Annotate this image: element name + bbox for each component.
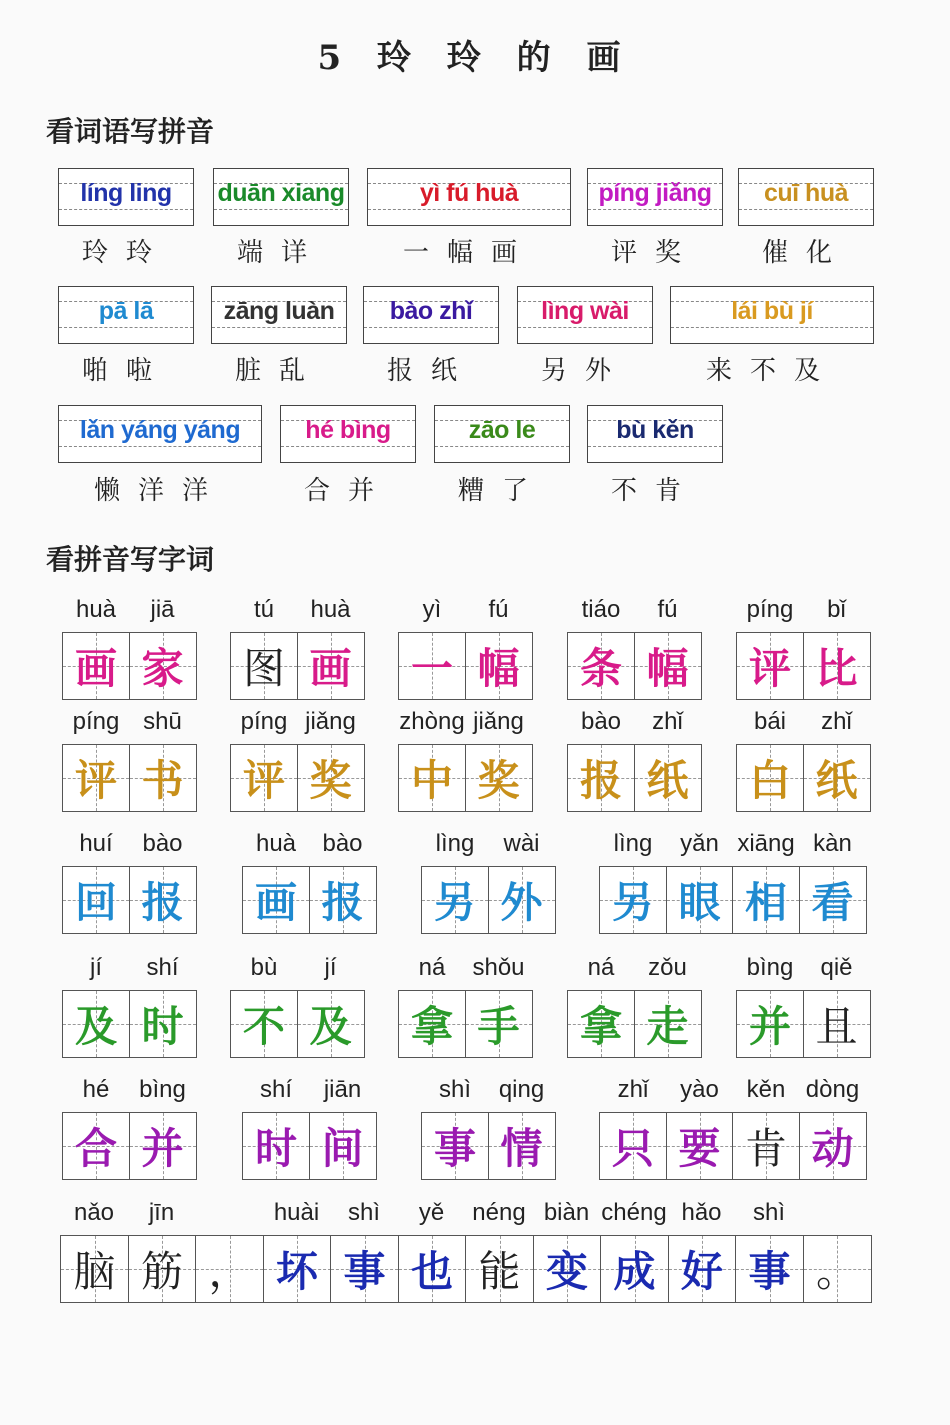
- pinyin-label: bào: [580, 708, 622, 735]
- char-grid: [398, 632, 533, 700]
- hanzi-answer: 画: [254, 878, 297, 927]
- hanzi-answer: 拿: [579, 1002, 622, 1051]
- char-grid: [230, 632, 365, 700]
- pinyin-label: shū: [143, 708, 182, 735]
- vocab-word: 另外: [540, 356, 629, 386]
- pinyin-label: píng: [746, 596, 794, 623]
- pinyin-label: hǎo: [681, 1199, 722, 1226]
- hanzi-answer: 及: [74, 1002, 117, 1051]
- hanzi-answer: 筋: [140, 1247, 183, 1296]
- pinyin-box: [517, 286, 653, 344]
- char-cell: [736, 990, 804, 1058]
- char-cell: [129, 990, 197, 1058]
- hanzi-answer: 合: [74, 1124, 117, 1173]
- char-cell: [803, 744, 871, 812]
- char-cell: [230, 744, 298, 812]
- pinyin-label: ná: [418, 954, 446, 981]
- char-cell: [465, 632, 533, 700]
- char-cell: [600, 1235, 669, 1303]
- char-cell: [732, 866, 800, 934]
- pinyin-box: [58, 286, 194, 344]
- vocab-word: 糟了: [457, 476, 546, 506]
- hanzi-answer: 奖: [477, 756, 520, 805]
- char-cell: [567, 744, 635, 812]
- hanzi-answer: 报: [141, 878, 184, 927]
- char-cell: [634, 744, 702, 812]
- hanzi-answer: 手: [477, 1002, 520, 1051]
- hanzi-answer: 评: [748, 644, 791, 693]
- pinyin-label: shì: [752, 1199, 785, 1226]
- hanzi-answer: 回: [74, 878, 117, 927]
- vocab-word: 端详: [236, 238, 325, 268]
- hanzi-answer: 走: [646, 1002, 689, 1051]
- char-cell: [533, 1235, 602, 1303]
- char-grid: [62, 866, 197, 934]
- char-cell: [398, 632, 466, 700]
- hanzi-answer: 时: [254, 1124, 297, 1173]
- pinyin-answer: líng ling: [80, 179, 172, 207]
- char-grid: [736, 744, 871, 812]
- pinyin-label: kàn: [813, 830, 852, 857]
- hanzi-answer: 事: [343, 1247, 386, 1296]
- hanzi-answer: 动: [811, 1124, 854, 1173]
- char-cell: [398, 1235, 467, 1303]
- pinyin-box: [367, 168, 571, 226]
- char-cell: [567, 990, 635, 1058]
- pinyin-label: dòng: [805, 1076, 860, 1103]
- pinyin-label: jiǎng: [305, 708, 356, 735]
- pinyin-label: jí: [324, 954, 337, 981]
- pinyin-label: huí: [79, 830, 113, 857]
- char-grid: [60, 1235, 872, 1303]
- hanzi-answer: 报: [321, 878, 364, 927]
- char-cell: [735, 1235, 804, 1303]
- char-cell: [62, 990, 130, 1058]
- vocab-word: 不肯: [610, 476, 699, 506]
- pinyin-label: píng: [72, 708, 120, 735]
- pinyin-label: yì: [422, 596, 442, 623]
- hanzi-answer: 并: [748, 1002, 791, 1051]
- hanzi-answer: 外: [500, 878, 543, 927]
- hanzi-answer: 相: [744, 878, 787, 927]
- char-cell: [488, 1112, 556, 1180]
- vocab-word: 催化: [761, 238, 850, 268]
- pinyin-label: bù: [250, 954, 278, 981]
- char-cell: [732, 1112, 800, 1180]
- hanzi-answer: 肯: [744, 1124, 787, 1173]
- char-cell: [599, 1112, 667, 1180]
- pinyin-label: zhǐ: [652, 708, 683, 735]
- char-cell: [465, 1235, 534, 1303]
- pinyin-answer: zāo le: [468, 416, 536, 444]
- pinyin-box: [587, 168, 723, 226]
- pinyin-box: [211, 286, 347, 344]
- pinyin-label: biàn: [543, 1199, 590, 1226]
- char-grid: [242, 866, 377, 934]
- hanzi-answer: 脑: [73, 1247, 116, 1296]
- char-cell: [398, 744, 466, 812]
- hanzi-answer: 。: [815, 1247, 858, 1296]
- char-cell: [799, 1112, 867, 1180]
- char-cell: [129, 1112, 197, 1180]
- hanzi-answer: 要: [678, 1124, 721, 1173]
- char-grid: [62, 632, 197, 700]
- hanzi-answer: 白: [748, 756, 791, 805]
- hanzi-answer: 及: [309, 1002, 352, 1051]
- char-grid: [421, 1112, 556, 1180]
- char-grid: [398, 744, 533, 812]
- char-grid: [62, 990, 197, 1058]
- pinyin-label: lìng: [435, 830, 475, 857]
- char-cell: [736, 632, 804, 700]
- hanzi-answer: 书: [141, 756, 184, 805]
- pinyin-box: [280, 405, 416, 463]
- char-cell: [634, 990, 702, 1058]
- hanzi-answer: 一: [410, 644, 453, 693]
- char-grid: [62, 1112, 197, 1180]
- char-cell: [666, 866, 734, 934]
- pinyin-label: nǎo: [73, 1199, 115, 1226]
- char-cell: [297, 632, 365, 700]
- char-cell: [799, 866, 867, 934]
- hanzi-answer: 只: [611, 1124, 654, 1173]
- pinyin-answer: pā lā: [98, 297, 154, 325]
- vocab-word: 懒洋洋: [93, 476, 226, 506]
- pinyin-box: [213, 168, 349, 226]
- pinyin-label: huà: [75, 596, 117, 623]
- hanzi-answer: 另: [433, 878, 476, 927]
- hanzi-answer: 事: [748, 1247, 791, 1296]
- char-grid: [421, 866, 556, 934]
- char-cell: [736, 744, 804, 812]
- pinyin-label: shì: [438, 1076, 471, 1103]
- pinyin-label: yǎn: [680, 830, 719, 857]
- pinyin-label: kěn: [746, 1076, 786, 1103]
- pinyin-answer: yì fú huà: [419, 179, 519, 207]
- char-cell: [60, 1235, 129, 1303]
- pinyin-answer: bù kěn: [616, 416, 694, 444]
- hanzi-answer: 家: [141, 644, 184, 693]
- pinyin-label: wài: [503, 830, 540, 857]
- char-cell: [398, 990, 466, 1058]
- char-grid: [398, 990, 533, 1058]
- pinyin-label: néng: [472, 1199, 526, 1226]
- char-grid: [567, 990, 702, 1058]
- char-cell: [488, 866, 556, 934]
- hanzi-answer: 也: [410, 1247, 453, 1296]
- char-cell: [129, 744, 197, 812]
- pinyin-label: xiāng: [737, 830, 795, 857]
- char-cell: [634, 632, 702, 700]
- pinyin-answer: zāng luàn: [223, 297, 335, 325]
- hanzi-answer: 中: [410, 756, 453, 805]
- char-grid: [599, 866, 867, 934]
- pinyin-label: fú: [488, 596, 509, 623]
- char-cell: [128, 1235, 197, 1303]
- char-cell: [62, 744, 130, 812]
- section1-heading: 看词语写拼音: [46, 115, 215, 148]
- hanzi-answer: 眼: [678, 878, 721, 927]
- hanzi-answer: 能: [478, 1247, 521, 1296]
- pinyin-answer: lái bù jí: [731, 297, 813, 325]
- char-cell: [195, 1235, 264, 1303]
- pinyin-label: huà: [310, 596, 351, 623]
- pinyin-answer: hé bìng: [305, 416, 391, 444]
- hanzi-answer: 幅: [477, 644, 520, 693]
- pinyin-label: jiǎng: [473, 708, 524, 735]
- hanzi-answer: 纸: [815, 756, 858, 805]
- pinyin-label: jiā: [150, 596, 175, 623]
- vocab-word: 报纸: [386, 356, 475, 386]
- hanzi-answer: ，: [208, 1247, 251, 1296]
- pinyin-label: jí: [90, 954, 102, 981]
- pinyin-label: yě: [418, 1199, 445, 1226]
- char-cell: [62, 632, 130, 700]
- pinyin-label: bìng: [139, 1076, 186, 1103]
- hanzi-answer: 拿: [410, 1002, 453, 1051]
- hanzi-answer: 另: [611, 878, 654, 927]
- char-grid: [599, 1112, 867, 1180]
- pinyin-label: shǒu: [472, 954, 525, 981]
- char-grid: [242, 1112, 377, 1180]
- pinyin-label: fú: [657, 596, 678, 623]
- char-cell: [330, 1235, 399, 1303]
- pinyin-answer: lǎn yáng yáng: [79, 416, 241, 444]
- hanzi-answer: 成: [613, 1247, 656, 1296]
- pinyin-label: zhǐ: [821, 708, 852, 735]
- hanzi-answer: 评: [242, 756, 285, 805]
- vocab-word: 评奖: [610, 238, 699, 268]
- char-grid: [230, 990, 365, 1058]
- char-cell: [62, 1112, 130, 1180]
- pinyin-answer: píng jiǎng: [598, 179, 712, 207]
- hanzi-answer: 间: [321, 1124, 364, 1173]
- hanzi-answer: 画: [309, 644, 352, 693]
- char-cell: [129, 632, 197, 700]
- pinyin-box: [670, 286, 874, 344]
- char-cell: [567, 632, 635, 700]
- pinyin-label: chéng: [601, 1199, 667, 1226]
- hanzi-answer: 纸: [646, 756, 689, 805]
- hanzi-answer: 好: [680, 1247, 723, 1296]
- char-cell: [803, 1235, 872, 1303]
- char-cell: [129, 866, 197, 934]
- pinyin-box: [58, 168, 194, 226]
- vocab-word: 合并: [303, 476, 392, 506]
- char-cell: [803, 990, 871, 1058]
- char-cell: [62, 866, 130, 934]
- char-cell: [465, 744, 533, 812]
- pinyin-label: shì: [347, 1199, 380, 1226]
- char-grid: [62, 744, 197, 812]
- hanzi-answer: 奖: [309, 756, 352, 805]
- char-cell: [309, 866, 377, 934]
- char-grid: [230, 744, 365, 812]
- char-grid: [567, 632, 702, 700]
- pinyin-label: tú: [253, 596, 274, 623]
- pinyin-label: bái: [753, 708, 787, 735]
- pinyin-label: qing: [498, 1076, 545, 1103]
- pinyin-label: zǒu: [648, 954, 687, 981]
- hanzi-answer: 画: [74, 644, 117, 693]
- hanzi-answer: 并: [141, 1124, 184, 1173]
- pinyin-label: zhǐ: [617, 1076, 649, 1103]
- char-cell: [599, 866, 667, 934]
- pinyin-box: [587, 405, 723, 463]
- char-grid: [736, 632, 871, 700]
- pinyin-label: tiáo: [581, 596, 621, 623]
- char-cell: [421, 866, 489, 934]
- pinyin-box: [434, 405, 570, 463]
- pinyin-label: ná: [587, 954, 615, 981]
- hanzi-answer: 幅: [646, 644, 689, 693]
- hanzi-answer: 时: [141, 1002, 184, 1051]
- pinyin-label: jiān: [323, 1076, 362, 1103]
- char-cell: [230, 990, 298, 1058]
- hanzi-answer: 坏: [275, 1247, 318, 1296]
- hanzi-answer: 不: [242, 1002, 285, 1051]
- hanzi-answer: 且: [815, 1002, 858, 1051]
- pinyin-label: huà: [255, 830, 297, 857]
- hanzi-answer: 比: [815, 644, 858, 693]
- pinyin-label: hé: [82, 1076, 110, 1103]
- char-cell: [242, 866, 310, 934]
- pinyin-label: jīn: [148, 1199, 175, 1226]
- hanzi-answer: 评: [74, 756, 117, 805]
- pinyin-answer: duān xiang: [217, 179, 345, 207]
- pinyin-label: shí: [146, 954, 179, 981]
- char-cell: [230, 632, 298, 700]
- pinyin-label: lìng: [613, 830, 653, 857]
- char-cell: [263, 1235, 332, 1303]
- pinyin-box: [363, 286, 499, 344]
- pinyin-box: [738, 168, 874, 226]
- pinyin-label: bào: [142, 830, 183, 857]
- section2-heading: 看拼音写字词: [46, 543, 215, 576]
- pinyin-label: bǐ: [827, 596, 846, 623]
- char-cell: [297, 744, 365, 812]
- char-grid: [567, 744, 702, 812]
- char-cell: [421, 1112, 489, 1180]
- hanzi-answer: 看: [811, 878, 854, 927]
- pinyin-box: [58, 405, 262, 463]
- char-grid: [736, 990, 871, 1058]
- hanzi-answer: 事: [433, 1124, 476, 1173]
- char-cell: [465, 990, 533, 1058]
- vocab-word: 啪啦: [81, 356, 170, 386]
- pinyin-label: huài: [273, 1199, 320, 1226]
- vocab-word: 玲玲: [81, 238, 170, 268]
- pinyin-label: bìng: [746, 954, 794, 981]
- pinyin-label: shí: [259, 1076, 292, 1103]
- char-cell: [666, 1112, 734, 1180]
- pinyin-label: yào: [680, 1076, 719, 1103]
- pinyin-answer: bào zhǐ: [389, 297, 473, 325]
- char-cell: [297, 990, 365, 1058]
- vocab-word: 脏乱: [234, 356, 323, 386]
- pinyin-answer: cuī huà: [763, 179, 848, 207]
- char-cell: [242, 1112, 310, 1180]
- pinyin-label: píng: [240, 708, 288, 735]
- hanzi-answer: 情: [500, 1124, 543, 1173]
- pinyin-label: zhòng: [399, 708, 465, 735]
- pinyin-answer: lìng wài: [541, 297, 629, 325]
- hanzi-answer: 报: [579, 756, 622, 805]
- hanzi-answer: 条: [579, 644, 622, 693]
- vocab-word: 来不及: [705, 356, 838, 386]
- hanzi-answer: 变: [545, 1247, 588, 1296]
- page-title: 5 玲 玲 的 画: [317, 38, 633, 78]
- vocab-word: 一幅画: [402, 238, 535, 268]
- char-cell: [309, 1112, 377, 1180]
- char-cell: [668, 1235, 737, 1303]
- char-cell: [803, 632, 871, 700]
- pinyin-label: qiě: [820, 954, 853, 981]
- pinyin-label: bào: [322, 830, 363, 857]
- hanzi-answer: 图: [242, 644, 285, 693]
